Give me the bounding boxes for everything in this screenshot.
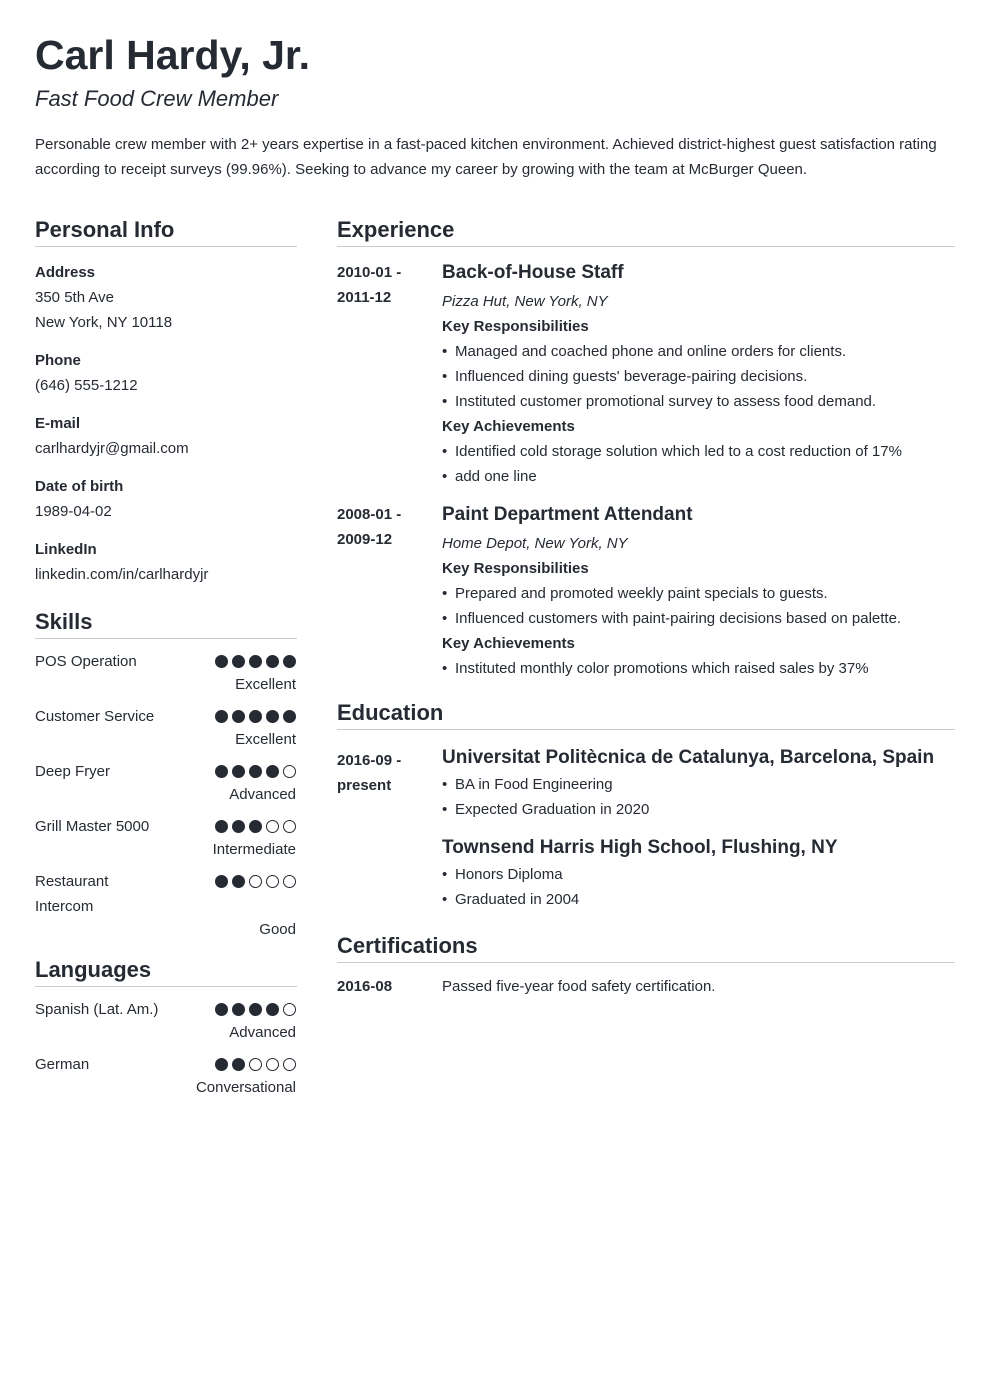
skill-rating-dots (215, 869, 297, 888)
rating-dot-empty (266, 820, 279, 833)
certifications-title: Certifications (337, 932, 955, 963)
phone-block (35, 348, 297, 398)
personal-info-title: Personal Info (35, 216, 297, 247)
list-item: • Influenced dining guests' beverage-pairing decisions. (442, 364, 955, 389)
list-item: • Instituted customer promotional survey to assess food demand. (442, 389, 955, 414)
rating-dot-empty (249, 875, 262, 888)
language-row (35, 997, 297, 1044)
responsibilities-label: Key Responsibilities (442, 318, 589, 335)
phone-label: Phone (35, 352, 81, 369)
dob-block (35, 474, 297, 524)
rating-dot-filled (215, 1058, 228, 1071)
rating-dot-empty (266, 875, 279, 888)
language-rating-dots (215, 1052, 297, 1071)
dob-label: Date of birth (35, 478, 124, 495)
date-start: 2016-09 - (337, 752, 402, 769)
rating-dot-filled (232, 1003, 245, 1016)
rating-dot-filled (232, 1058, 245, 1071)
address-block (35, 260, 297, 335)
job-title: Back-of-House Staff (442, 262, 624, 283)
candidate-name: Carl Hardy, Jr. (35, 32, 310, 78)
experience-entry (337, 260, 955, 489)
entry-date (337, 744, 442, 912)
language-name: German (35, 1056, 90, 1073)
skill-name: POS Operation (35, 653, 137, 670)
skill-row (35, 649, 297, 696)
rating-dot-filled (249, 655, 262, 668)
language-rating-dots (215, 997, 297, 1016)
linkedin-value: linkedin.com/in/carlhardyjr (35, 566, 209, 583)
school-name: Universitat Politècnica de Catalunya, Barcelona, Spain (442, 747, 935, 768)
address-line-2: New York, NY 10118 (35, 314, 173, 331)
rating-dot-filled (266, 655, 279, 668)
linkedin-block (35, 537, 297, 587)
list-item: • Graduated in 2004 (442, 887, 955, 912)
skill-level: Good (259, 921, 296, 938)
skill-row (35, 814, 297, 861)
rating-dot-empty (283, 765, 296, 778)
entry-date (337, 260, 442, 489)
entry-date (337, 502, 442, 681)
address-line-1: 350 5th Ave (35, 289, 114, 306)
skill-name: Grill Master 5000 (35, 818, 150, 835)
rating-dot-filled (232, 875, 245, 888)
email-block (35, 411, 297, 461)
achievements-list (442, 656, 955, 681)
certification-text: Passed five-year food safety certification. (442, 978, 716, 995)
skill-row (35, 759, 297, 806)
skill-level: Intermediate (212, 841, 296, 858)
candidate-role: Fast Food Crew Member (35, 86, 279, 111)
list-item: • Prepared and promoted weekly paint specials to guests. (442, 581, 955, 606)
rating-dot-filled (215, 765, 228, 778)
rating-dot-filled (215, 655, 228, 668)
right-column (337, 216, 955, 999)
certification-date: 2016-08 (337, 978, 393, 995)
date-start: 2008-01 - (337, 506, 402, 523)
list-item: • Managed and coached phone and online orders for clients. (442, 339, 955, 364)
skill-level: Excellent (235, 676, 296, 693)
date-start: 2010-01 - (337, 264, 402, 281)
list-item: • BA in Food Engineering (442, 772, 955, 797)
certification-entry (337, 974, 955, 999)
phone-value: (646) 555-1212 (35, 377, 138, 394)
rating-dot-empty (266, 1058, 279, 1071)
date-end: 2011-12 (337, 289, 392, 306)
skill-rating-dots (215, 704, 297, 723)
rating-dot-filled (232, 820, 245, 833)
rating-dot-filled (249, 1003, 262, 1016)
list-item: • Honors Diploma (442, 862, 955, 887)
skills-title: Skills (35, 608, 297, 639)
list-item: • Identified cold storage solution which led to a cost reduction of 17% (442, 439, 955, 464)
responsibilities-list (442, 339, 955, 414)
responsibilities-list (442, 581, 955, 631)
rating-dot-filled (249, 820, 262, 833)
skill-level: Advanced (229, 786, 296, 803)
education-entry (337, 744, 955, 912)
rating-dot-filled (266, 710, 279, 723)
skill-rating-dots (215, 814, 297, 833)
list-item: • Instituted monthly color promotions which raised sales by 37% (442, 656, 955, 681)
left-column (35, 216, 297, 1107)
responsibilities-label: Key Responsibilities (442, 560, 589, 577)
rating-dot-filled (232, 765, 245, 778)
education-title: Education (337, 699, 955, 730)
skill-name: Restaurant Intercom (35, 873, 109, 915)
language-level: Advanced (229, 1024, 296, 1041)
language-level: Conversational (195, 1079, 296, 1096)
rating-dot-filled (283, 710, 296, 723)
languages-list (35, 997, 297, 1099)
list-item: • Influenced customers with paint-pairing decisions based on palette. (442, 606, 955, 631)
rating-dot-empty (249, 1058, 262, 1071)
list-item: • add one line (442, 464, 955, 489)
school-bullets (442, 772, 955, 822)
rating-dot-empty (283, 1058, 296, 1071)
date-end: 2009-12 (337, 531, 393, 548)
rating-dot-filled (266, 765, 279, 778)
rating-dot-filled (232, 655, 245, 668)
achievements-label: Key Achievements (442, 418, 575, 435)
dob-value: 1989-04-02 (35, 503, 112, 520)
list-item: • Expected Graduation in 2020 (442, 797, 955, 822)
achievements-label: Key Achievements (442, 635, 575, 652)
school-name: Townsend Harris High School, Flushing, NY (442, 837, 838, 858)
school-bullets (442, 862, 955, 912)
achievements-list (442, 439, 955, 489)
rating-dot-filled (232, 710, 245, 723)
address-label: Address (35, 264, 96, 281)
company-name: Pizza Hut, New York, NY (442, 293, 608, 310)
skill-name: Deep Fryer (35, 763, 111, 780)
rating-dot-empty (283, 875, 296, 888)
rating-dot-filled (215, 875, 228, 888)
skill-level: Excellent (235, 731, 296, 748)
rating-dot-filled (283, 655, 296, 668)
date-end: present (337, 777, 392, 794)
summary-text: Personable crew member with 2+ years expertise in a fast-paced kitchen environment. Achieved district-highest guest satisfaction rating according to receipt surveys (99.96%). Seeking to advance my career by growing with the team at McBurger Queen. (35, 136, 937, 178)
rating-dot-filled (215, 710, 228, 723)
skill-row (35, 869, 297, 941)
rating-dot-filled (249, 765, 262, 778)
rating-dot-empty (283, 820, 296, 833)
languages-title: Languages (35, 956, 297, 987)
skills-list (35, 649, 297, 941)
language-name: Spanish (Lat. Am.) (35, 1001, 159, 1018)
rating-dot-filled (249, 710, 262, 723)
email-label: E-mail (35, 415, 81, 432)
experience-title: Experience (337, 216, 955, 247)
rating-dot-filled (215, 1003, 228, 1016)
rating-dot-empty (283, 1003, 296, 1016)
language-row (35, 1052, 297, 1099)
skill-rating-dots (215, 759, 297, 778)
linkedin-label: LinkedIn (35, 541, 97, 558)
rating-dot-filled (266, 1003, 279, 1016)
job-title: Paint Department Attendant (442, 504, 693, 525)
company-name: Home Depot, New York, NY (442, 535, 628, 552)
skill-name: Customer Service (35, 708, 155, 725)
experience-entry (337, 502, 955, 681)
skill-rating-dots (215, 649, 297, 668)
skill-row (35, 704, 297, 751)
email-value: carlhardyjr@gmail.com (35, 440, 189, 457)
rating-dot-filled (215, 820, 228, 833)
